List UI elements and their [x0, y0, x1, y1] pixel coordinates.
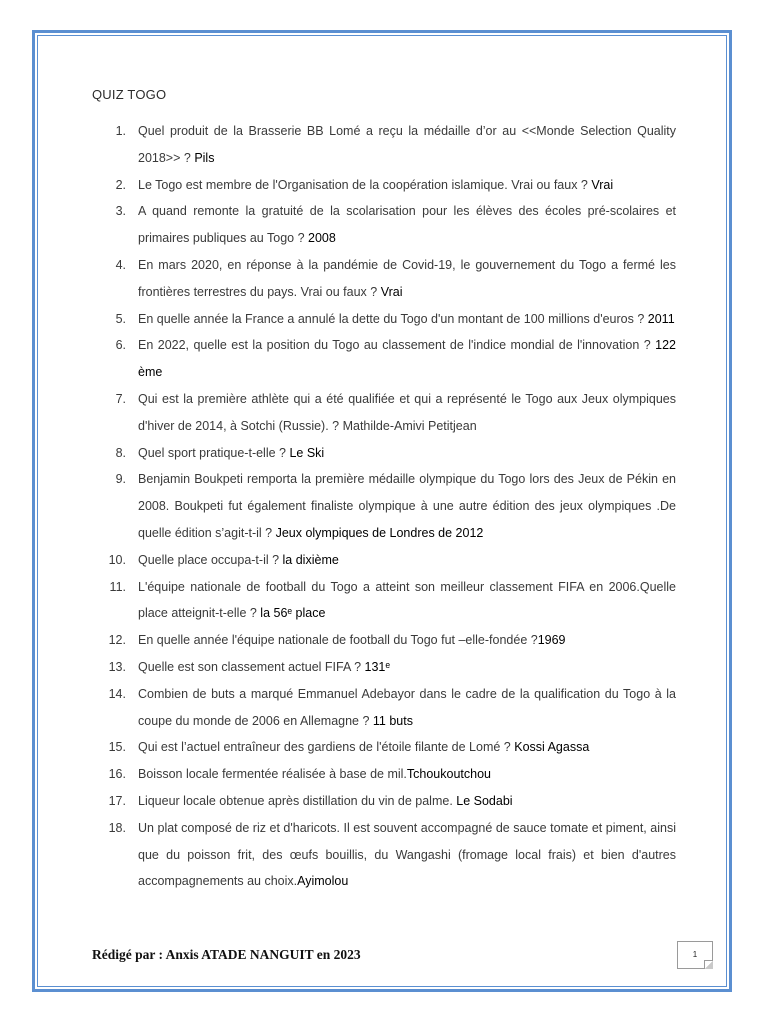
question-text: Quelle est son classement actuel FIFA ? [138, 659, 365, 674]
author-footer: Rédigé par : Anxis ATADE NANGUIT en 2023 [92, 947, 361, 962]
question-number: 7. [115, 391, 126, 406]
question-item [100, 332, 676, 386]
question-text: En 2022, quelle est la position du Togo au classement de l'indice mondial de l'innovation ? [138, 338, 656, 353]
answer-text: la dixième [282, 552, 339, 567]
question-number: 18. [108, 820, 126, 835]
question-text: En quelle année l'équipe nationale de football du Togo fut –elle-fondée ? [138, 633, 538, 648]
question-item [100, 386, 676, 440]
answer-text: Pils [194, 150, 215, 165]
answer-text: Vrai [380, 284, 403, 299]
question-number: 17. [108, 793, 126, 808]
answer-text: 11 buts [372, 713, 413, 728]
question-text: Qui est la première athlète qui a été qualifiée et qui a représenté le Togo aux Jeux olympiques d'hiver de 2014, à Sotchi (Russie). ? Mathilde-Amivi Petitjean [138, 391, 676, 433]
question-item [100, 654, 676, 681]
page-corner-fold-icon [704, 960, 713, 969]
question-number: 10. [108, 552, 126, 567]
answer-text: 131ᵉ [364, 659, 391, 674]
question-text: En quelle année la France a annulé la dette du Togo d'un montant de 100 millions d'euros ? [138, 311, 648, 326]
question-item [100, 815, 676, 895]
question-number: 3. [115, 204, 126, 219]
question-item [100, 198, 676, 252]
question-number: 1. [115, 124, 126, 138]
question-text: A quand remonte la gratuité de la scolarisation pour les élèves des écoles pré-scolaires et primaires publiques au Togo ? [138, 204, 676, 246]
answer-text: Le Sodabi [456, 793, 513, 808]
question-text: Benjamin Boukpeti remporta la première médaille olympique du Togo lors des Jeux de Pékin en 2008. Boukpeti fut également finaliste olympique à une autre édition des jeux olympiques .De quelle édition s’agit-t-il ? [138, 472, 676, 540]
question-number: 12. [108, 633, 126, 648]
question-text: Quelle place occupa-t-il ? [138, 552, 283, 567]
question-item [100, 440, 676, 467]
question-item [100, 547, 676, 574]
page-number-box [677, 941, 713, 969]
question-number: 4. [115, 257, 126, 272]
question-number: 11. [109, 579, 126, 594]
question-number: 6. [115, 338, 126, 353]
answer-text: Le Ski [289, 445, 325, 460]
question-text: En mars 2020, en réponse à la pandémie de Covid-19, le gouvernement du Togo a fermé les frontières terrestres du pays. Vrai ou faux ? [138, 257, 676, 299]
answer-text: Ayimolou [297, 874, 349, 889]
question-item [100, 627, 676, 654]
question-text: Quel sport pratique-t-elle ? [138, 445, 290, 460]
page-number: 1 [692, 950, 698, 959]
question-number: 15. [108, 740, 126, 755]
question-number: 2. [115, 177, 126, 192]
question-item [100, 788, 676, 815]
answer-text: 1969 [537, 633, 566, 648]
question-item [100, 172, 676, 199]
question-text: Liqueur locale obtenue après distillation du vin de palme. [138, 793, 457, 808]
question-item [100, 681, 676, 735]
question-text: Combien de buts a marqué Emmanuel Adebayor dans le cadre de la qualification du Togo à la coupe du monde de 2006 en Allemagne ? [138, 686, 676, 728]
question-item [100, 306, 676, 333]
document-title: QUIZ TOGO [92, 87, 167, 102]
answer-text: 2008 [308, 231, 336, 246]
question-number: 8. [115, 445, 126, 460]
question-list [100, 118, 676, 895]
question-number: 14. [108, 686, 126, 701]
question-text: Le Togo est membre de l'Organisation de la coopération islamique. Vrai ou faux ? [138, 177, 592, 192]
question-item [100, 466, 676, 546]
question-text: Boisson locale fermentée réalisée à base de mil. [138, 767, 407, 782]
question-text: L'équipe nationale de football du Togo a atteint son meilleur classement FIFA en 2006.Quelle place atteignit-t-elle ? [138, 579, 676, 621]
question-number: 16. [108, 767, 126, 782]
question-number: 5. [115, 311, 126, 326]
question-text: Un plat composé de riz et d'haricots. Il est souvent accompagné de sauce tomate et piment, ainsi que du poisson frit, des œufs bouillis, du Wangashi (fromage local frais) et bien d'autres accompagnements au choix. [138, 820, 676, 889]
answer-text: Tchoukoutchou [406, 767, 491, 782]
answer-text: Kossi Agassa [514, 740, 590, 755]
answer-text: Jeux olympiques de Londres de 2012 [275, 525, 484, 540]
question-number: 13. [108, 659, 126, 674]
question-item [100, 574, 676, 628]
question-item [100, 118, 676, 172]
question-item [100, 252, 676, 306]
answer-text: 2011 [647, 311, 675, 326]
question-item [100, 761, 676, 788]
answer-text: 122 ème [138, 338, 676, 380]
question-item [100, 734, 676, 761]
question-number: 9. [115, 472, 126, 487]
question-text: Qui est l’actuel entraîneur des gardiens de l'étoile filante de Lomé ? [138, 740, 515, 755]
question-text: Quel produit de la Brasserie BB Lomé a reçu la médaille d’or au <<Monde Selection Quality 2018>> ? [138, 124, 676, 165]
answer-text: Vrai [591, 177, 614, 192]
answer-text: la 56ᵉ place [260, 606, 326, 621]
